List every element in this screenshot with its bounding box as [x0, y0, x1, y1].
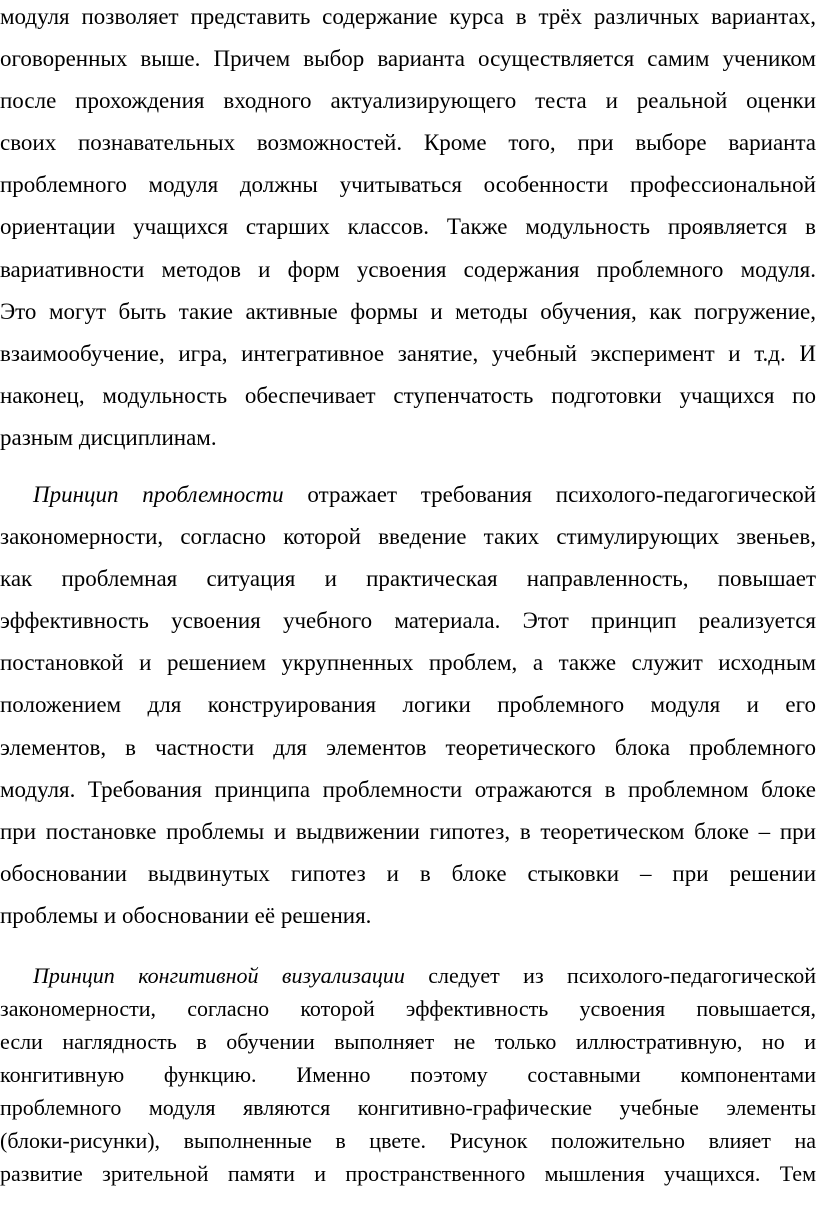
text-line: при постановке проблемы и выдвижении гипотез, в теоретическом блоке – при [0, 818, 816, 844]
text-line: проблемного модуля должны учитываться особенности профессиональной [0, 172, 816, 198]
text-line: как проблемная ситуация и практическая направленность, повышает [0, 566, 816, 592]
text-line: своих познавательных возможностей. Кроме того, при выборе варианта [0, 130, 816, 156]
principle-term: Принцип проблемности [33, 482, 284, 507]
text-line: наконец, модульность обеспечивает ступенчатость подготовки учащихся по [0, 382, 816, 408]
text-line: вариативности методов и форм усвоения содержания проблемного модуля. [0, 256, 816, 282]
text-line: элементов, в частности для элементов теоретического блока проблемного [0, 734, 816, 760]
text-line: развитие зрительной памяти и пространственного мышления учащихся. Тем [0, 1161, 816, 1186]
paragraph-problem-principle [0, 474, 816, 937]
text-line: ориентации учащихся старших классов. Также модульность проявляется в [0, 214, 816, 240]
text-line: постановкой и решением укрупненных проблем, а также служит исходным [0, 650, 816, 676]
text-line: конгитивную функцию. Именно поэтому составными компонентами [0, 1062, 816, 1087]
text-line: оговоренных выше. Причем выбор варианта осуществляется самим учеником [0, 46, 816, 72]
text-line: проблемного модуля являются конгитивно-графические учебные элементы [0, 1095, 816, 1120]
text-line: проблемы и обосновании её решения. [0, 902, 372, 928]
text-line: модуля. Требования принципа проблемности отражаются в проблемном блоке [0, 776, 816, 802]
principle-term: Принцип конгитивной визуализации [33, 963, 405, 988]
text-line: после прохождения входного актуализирующего теста и реальной оценки [0, 88, 816, 114]
text-line: закономерности, согласно которой эффективность усвоения повышается, [0, 996, 816, 1021]
paragraph-modularity [0, 0, 816, 459]
text-line: если наглядность в обучении выполняет не только иллюстративную, но и [0, 1029, 816, 1054]
text-line: закономерности, согласно которой введение таких стимулирующих звеньев, [0, 524, 816, 550]
text-line: разным дисциплинам. [0, 424, 217, 450]
text-line: Это могут быть такие активные формы и методы обучения, как погружение, [0, 298, 816, 324]
text-line [0, 474, 816, 516]
text-line [0, 959, 816, 992]
text-line: модуля позволяет представить содержание курса в трёх различных вариантах, [0, 4, 816, 29]
principle-line-rest: отражает требования психолого-педагогической [283, 482, 816, 507]
text-line: взаимообучение, игра, интегративное занятие, учебный эксперимент и т.д. И [0, 340, 816, 366]
paragraph-visualization-principle [0, 959, 816, 1190]
text-line: эффективность усвоения учебного материала. Этот принцип реализуется [0, 608, 816, 634]
principle-line-rest: следует из психолого-педагогической [404, 963, 816, 988]
text-line: обосновании выдвинутых гипотез и в блоке стыковки – при решении [0, 860, 816, 886]
text-line: (блоки-рисунки), выполненные в цвете. Рисунок положительно влияет на [0, 1128, 816, 1153]
text-line: положением для конструирования логики проблемного модуля и его [0, 692, 816, 718]
